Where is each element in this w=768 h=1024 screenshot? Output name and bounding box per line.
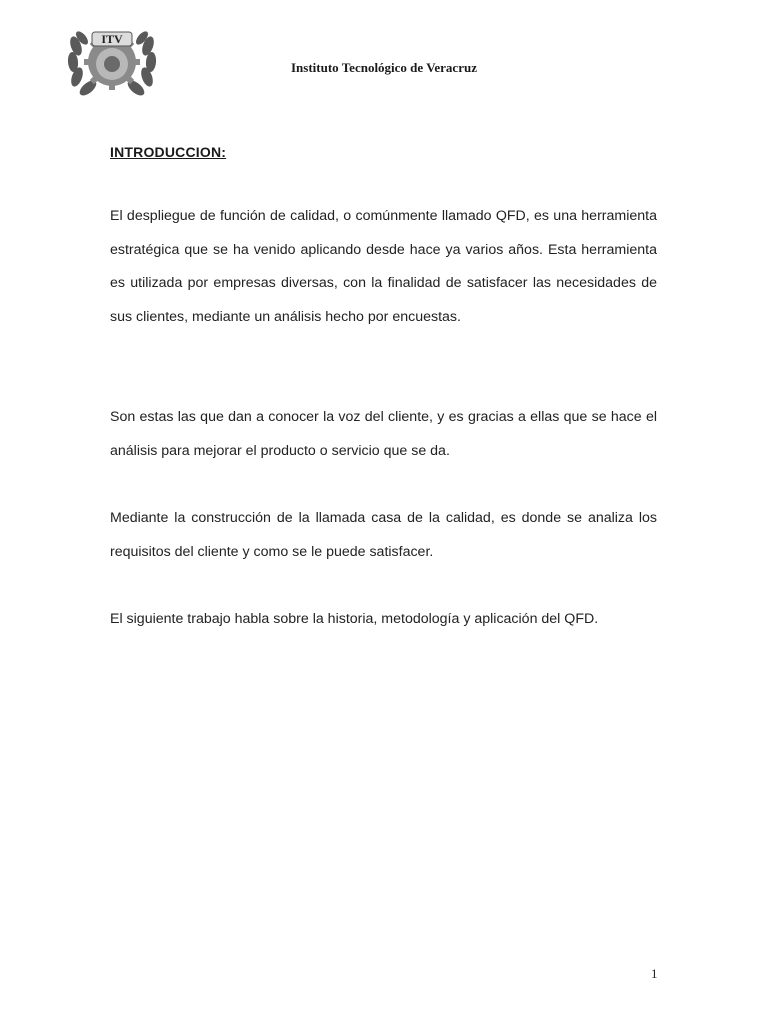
- paragraph-2: Son estas las que dan a conocer la voz del cliente, y es gracias a ellas que se hace el análisis para mejorar el producto o servicio que se da.: [110, 409, 657, 459]
- page-number: 1: [651, 966, 658, 981]
- paragraph-1: El despliegue de función de calidad, o comúnmente llamado QFD, es una herramienta estratégica que se ha venido aplicando desde hace ya varios años. Esta herramienta es utilizada por empresas diversas, con la finalidad de satisfacer las necesidades de sus clientes, mediante un análisis hecho por encuestas.: [110, 208, 657, 325]
- paragraph-4: El siguiente trabajo habla sobre la historia, metodología y aplicación del QFD.: [110, 611, 599, 628]
- section-heading: INTRODUCCION:: [110, 144, 227, 160]
- svg-text:ITV: ITV: [101, 32, 123, 46]
- paragraph-3: Mediante la construcción de la llamada casa de la calidad, es donde se analiza los requisitos del cliente y como se le puede satisfacer.: [110, 510, 657, 560]
- institute-title: Instituto Tecnológico de Veracruz: [291, 60, 477, 75]
